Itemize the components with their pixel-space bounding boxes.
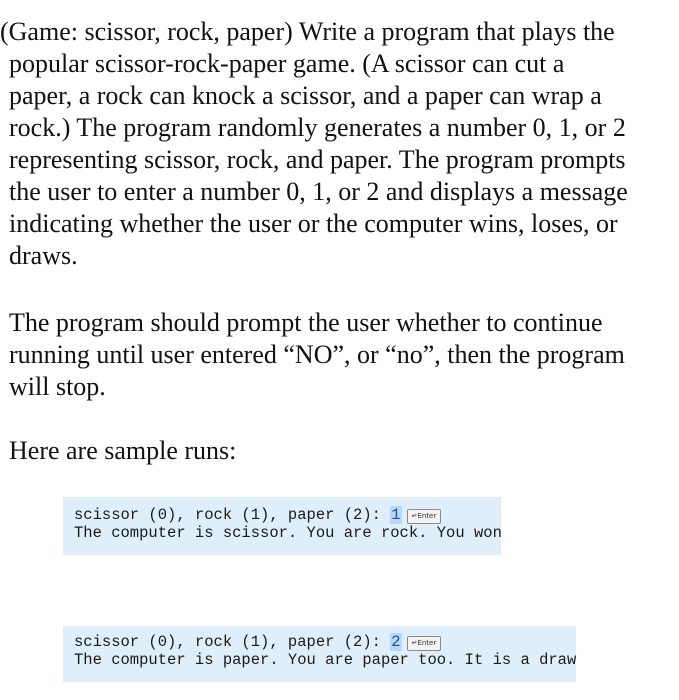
- sample-prompt: scissor (0), rock (1), paper (2):: [74, 506, 391, 524]
- sample-prompt-row: [74, 633, 566, 651]
- sample-output: The computer is scissor. You are rock. You won: [74, 524, 502, 542]
- enter-key-icon: ↵Enter: [407, 509, 442, 524]
- continue-note: [0, 307, 625, 403]
- sample-prompt-row: [74, 506, 491, 524]
- problem-line: indicating whether the user or the computer wins, loses, or: [9, 209, 618, 238]
- continue-line: will stop.: [9, 372, 106, 401]
- sample-output: The computer is paper. You are paper too. It is a draw: [74, 651, 577, 669]
- problem-line: paper, a rock can knock a scissor, and a paper can wrap a: [9, 81, 602, 110]
- sample-run-2: [63, 626, 576, 682]
- problem-statement: [0, 16, 628, 272]
- sample-input: 1: [391, 506, 401, 524]
- samples-heading: [0, 435, 236, 467]
- samples-heading-text: Here are sample runs:: [9, 436, 237, 465]
- continue-line: running until user entered “NO”, or “no”, then the program: [9, 340, 625, 369]
- problem-line: the user to enter a number 0, 1, or 2 and displays a message: [9, 177, 628, 206]
- problem-line: draws.: [9, 241, 78, 270]
- continue-line: The program should prompt the user whether to continue: [9, 308, 603, 337]
- problem-line: representing scissor, rock, and paper. The program prompts: [9, 145, 626, 174]
- sample-input: 2: [391, 633, 401, 651]
- problem-line: popular scissor-rock-paper game. (A scissor can cut a: [9, 49, 565, 78]
- sample-run-1: [63, 497, 501, 555]
- problem-line: rock.) The program randomly generates a number 0, 1, or 2: [9, 113, 626, 142]
- sample-prompt: scissor (0), rock (1), paper (2):: [74, 633, 391, 651]
- enter-key-icon: ↵Enter: [407, 636, 442, 651]
- problem-line: (Game: scissor, rock, paper) Write a program that plays the: [0, 17, 615, 46]
